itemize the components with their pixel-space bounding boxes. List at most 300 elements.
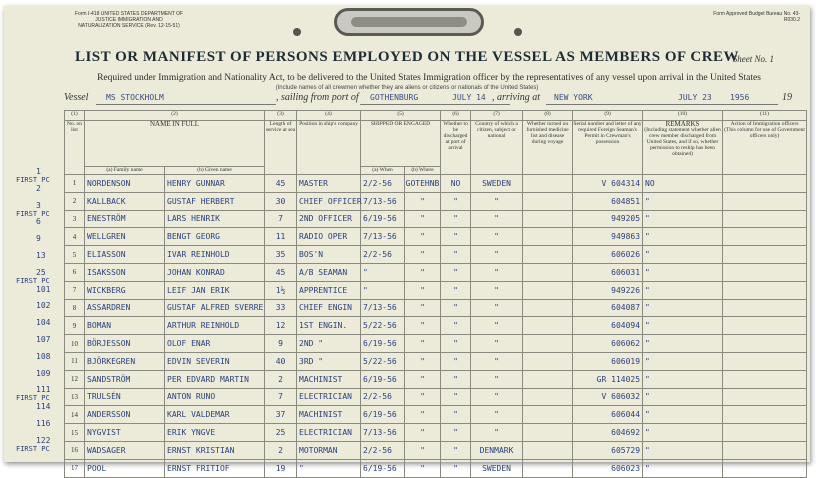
serial-number: 604087: [573, 299, 643, 317]
crew-number: 8: [65, 299, 85, 317]
manifest-page: [4, 6, 810, 473]
discharge: ": [441, 263, 471, 281]
discharge: ": [441, 335, 471, 353]
remarks-note: (Including statement whether alien crew member discharged from United States, and if so, whether permission to reship has been obtained): [644, 127, 721, 157]
action: [723, 281, 807, 299]
serial-number: 604851: [573, 192, 643, 210]
position: ELECTRICIAN: [297, 424, 361, 442]
country: ": [471, 228, 523, 246]
table-row: [65, 459, 807, 477]
discharge: ": [441, 246, 471, 264]
shipped-when: 7/13-56: [361, 424, 405, 442]
position: CHIEF ENGIN: [297, 299, 361, 317]
family-name: TRULSÉN: [85, 388, 165, 406]
table-row: [65, 263, 807, 281]
shipped-when: 2/2-56: [361, 441, 405, 459]
length-of-service: 2: [265, 441, 297, 459]
discharge: ": [441, 228, 471, 246]
header-where: (b) Where: [405, 167, 441, 175]
table-row: [65, 228, 807, 246]
given-name: ANTON RUNO: [165, 388, 265, 406]
length-of-service: 19: [265, 459, 297, 477]
given-name: ERNST KRISTIAN: [165, 441, 265, 459]
margin-number: 101: [36, 284, 51, 294]
margin-first-pc: FIRST PC: [16, 176, 50, 184]
crew-number: 17: [65, 459, 85, 477]
length-of-service: 45: [265, 263, 297, 281]
action: [723, 352, 807, 370]
whether-signed: [523, 299, 573, 317]
whether-signed: [523, 317, 573, 335]
shipped-where: ": [405, 246, 441, 264]
whether-signed: [523, 246, 573, 264]
arrival-port: NEW YORK: [554, 93, 593, 102]
shipped-when: 6/19-56: [361, 406, 405, 424]
country: DENMARK: [471, 441, 523, 459]
whether-signed: [523, 210, 573, 228]
header-country: Country of which a citizen, subject or national: [471, 121, 523, 175]
crew-number: 15: [65, 424, 85, 442]
table-row: [65, 370, 807, 388]
remarks: ": [643, 424, 723, 442]
country: ": [471, 317, 523, 335]
serial-number: 604692: [573, 424, 643, 442]
header-length-service: Length of service at sea: [265, 121, 297, 175]
crew-number: 5: [65, 246, 85, 264]
country: ": [471, 281, 523, 299]
whether-signed: [523, 175, 573, 193]
header-serial: Serial number and letter of any required Foreign Seaman's Permit in Crewman's possession: [573, 121, 643, 175]
discharge: ": [441, 459, 471, 477]
action: [723, 299, 807, 317]
shipped-where: ": [405, 281, 441, 299]
length-of-service: 40: [265, 352, 297, 370]
remarks: ": [643, 246, 723, 264]
length-of-service: 33: [265, 299, 297, 317]
given-name: KARL VALDEMAR: [165, 406, 265, 424]
col-11: (11): [723, 111, 807, 121]
whether-signed: [523, 335, 573, 353]
page-title: LIST OR MANIFEST OF PERSONS EMPLOYED ON THE VESSEL AS MEMBERS OF CREW: [74, 49, 740, 65]
shipped-where: ": [405, 352, 441, 370]
length-of-service: 9: [265, 335, 297, 353]
shipped-when: 5/22-56: [361, 352, 405, 370]
length-of-service: 45: [265, 175, 297, 193]
col-9: (9): [573, 111, 643, 121]
table-row: [65, 317, 807, 335]
given-name: ERNST FRITIOF: [165, 459, 265, 477]
serial-number: 604094: [573, 317, 643, 335]
shipped-when: 7/13-56: [361, 192, 405, 210]
family-name: ISAKSSON: [85, 263, 165, 281]
country: ": [471, 192, 523, 210]
shipped-where: ": [405, 459, 441, 477]
crew-number: 7: [65, 281, 85, 299]
margin-number: 1: [36, 167, 41, 176]
length-of-service: 37: [265, 406, 297, 424]
crew-number: 11: [65, 352, 85, 370]
serial-number: 606026: [573, 246, 643, 264]
remarks: ": [643, 406, 723, 424]
family-name: ANDERSSON: [85, 406, 165, 424]
shipped-when: 7/13-56: [361, 228, 405, 246]
action: [723, 424, 807, 442]
table-row: [65, 281, 807, 299]
family-name: WADSAGER: [85, 441, 165, 459]
crew-table: [64, 110, 807, 478]
shipped-when: 2/2-56: [361, 388, 405, 406]
serial-number: 605729: [573, 441, 643, 459]
table-row: [65, 406, 807, 424]
serial-number: 949205: [573, 210, 643, 228]
year-suffix: 19: [782, 92, 792, 103]
shipped-where: ": [405, 299, 441, 317]
shipped-where: ": [405, 228, 441, 246]
col-7: (7): [471, 111, 523, 121]
margin-number: 107: [36, 335, 51, 344]
length-of-service: 7: [265, 388, 297, 406]
table-row: [65, 299, 807, 317]
family-name: WICKBERG: [85, 281, 165, 299]
discharge: ": [441, 388, 471, 406]
col-3: (3): [265, 111, 297, 121]
header-whether-signed: Whether turned on furnished medicine list and disease during voyage: [523, 121, 573, 175]
shipped-when: ": [361, 281, 405, 299]
action: [723, 263, 807, 281]
length-of-service: 7: [265, 210, 297, 228]
crew-number: 1: [65, 175, 85, 193]
crew-number: 4: [65, 228, 85, 246]
serial-number: V 604314: [573, 175, 643, 193]
crew-number: 6: [65, 263, 85, 281]
serial-number: 606031: [573, 263, 643, 281]
length-of-service: 12: [265, 317, 297, 335]
whether-signed: [523, 228, 573, 246]
margin-number: 25: [36, 267, 46, 277]
length-of-service: 30: [265, 192, 297, 210]
margin-number: 6: [36, 217, 41, 227]
given-name: LARS HENRIK: [165, 210, 265, 228]
shipped-where: ": [405, 370, 441, 388]
margin-number: 104: [36, 318, 51, 328]
remarks: ": [643, 388, 723, 406]
length-of-service: 1½: [265, 281, 297, 299]
shipped-where: ": [405, 335, 441, 353]
given-name: ERIK YNGVE: [165, 424, 265, 442]
whether-signed: [523, 406, 573, 424]
header-discharged: Whether to be discharged at port of arrival: [441, 121, 471, 175]
action: [723, 317, 807, 335]
col-10: (10): [643, 111, 723, 121]
position: APPRENTICE: [297, 281, 361, 299]
col-8: (8): [523, 111, 573, 121]
family-name: POOL: [85, 459, 165, 477]
shipped-where: ": [405, 317, 441, 335]
position: 2ND ": [297, 335, 361, 353]
margin-number: 13: [36, 251, 46, 260]
shipped-when: ": [361, 263, 405, 281]
subnote: (Include names of all crewmen whether they are aliens or citizens or nationals of the United States): [275, 85, 539, 91]
table-row: [65, 335, 807, 353]
remarks: ": [643, 335, 723, 353]
col-2: (2): [85, 111, 265, 121]
margin-first-pc: FIRST PC: [16, 209, 50, 218]
position: ": [297, 459, 361, 477]
arrival-year: 1956: [730, 93, 750, 102]
table-row: [65, 424, 807, 442]
subtitle: Required under Immigration and Nationality Act, to be delivered to the United States Immigration officer by the representatives of any vessel upon arrival in the United States: [97, 73, 761, 83]
arrival-date: JULY 23: [678, 93, 712, 102]
action: [723, 210, 807, 228]
action: [723, 441, 807, 459]
length-of-service: 35: [265, 246, 297, 264]
whether-signed: [523, 388, 573, 406]
country: SWEDEN: [471, 459, 523, 477]
header-when: (a) When: [361, 167, 405, 175]
given-name: HENRY GUNNAR: [165, 175, 265, 193]
country: ": [471, 299, 523, 317]
length-of-service: 2: [265, 370, 297, 388]
given-name: PER EDVARD MARTIN: [165, 370, 265, 388]
discharge: ": [441, 406, 471, 424]
crew-number: 14: [65, 406, 85, 424]
form-number: Form I-418 UNITED STATES DEPARTMENT OF JUSTICE IMMIGRATION AND NATURALIZATION SERVICE (Rev. 12-15-51): [74, 11, 184, 29]
crew-number: 16: [65, 441, 85, 459]
shipped-when: 6/19-56: [361, 210, 405, 228]
margin-number: 116: [36, 419, 51, 428]
arriving-label: , arriving at: [492, 92, 541, 103]
discharge: ": [441, 352, 471, 370]
margin-number: 2: [36, 183, 41, 193]
remarks-title: REMARKS: [665, 120, 700, 128]
given-name: OLOF ENAR: [165, 335, 265, 353]
serial-number: 949863: [573, 228, 643, 246]
discharge: ": [441, 424, 471, 442]
action: [723, 370, 807, 388]
position: 1ST ENGIN.: [297, 317, 361, 335]
position: MACHINIST: [297, 406, 361, 424]
remarks: ": [643, 441, 723, 459]
family-name: ASSARDREN: [85, 299, 165, 317]
given-name: JOHAN KONRAD: [165, 263, 265, 281]
family-name: NYGVIST: [85, 424, 165, 442]
country: ": [471, 210, 523, 228]
margin-number: 9: [36, 234, 41, 244]
action: [723, 228, 807, 246]
whether-signed: [523, 424, 573, 442]
table-row: [65, 175, 807, 193]
given-name: BENGT GEORG: [165, 228, 265, 246]
remarks: ": [643, 228, 723, 246]
header-given-name: (b) Given name: [165, 167, 265, 175]
col-1: (1): [65, 111, 85, 121]
family-name: BJÖRKEGREN: [85, 352, 165, 370]
whether-signed: [523, 352, 573, 370]
vessel-name: MS STOCKHOLM: [106, 93, 164, 102]
country: ": [471, 406, 523, 424]
vessel-label: Vessel: [64, 92, 89, 103]
discharge: NO: [441, 175, 471, 193]
serial-number: GR 114025: [573, 370, 643, 388]
col-4: (4): [297, 111, 361, 121]
discharge: ": [441, 370, 471, 388]
family-name: NORDENSON: [85, 175, 165, 193]
given-name: IVAR REINHOLD: [165, 246, 265, 264]
header-action: [723, 121, 807, 175]
margin-number: 109: [36, 368, 51, 378]
shipped-where: ": [405, 424, 441, 442]
family-name: BÖRJESSON: [85, 335, 165, 353]
table-row: [65, 352, 807, 370]
margin-first-pc: FIRST PC: [16, 276, 50, 285]
remarks: ": [643, 370, 723, 388]
action: [723, 192, 807, 210]
crew-number: 3: [65, 210, 85, 228]
margin-number: 111: [36, 385, 51, 395]
whether-signed: [523, 459, 573, 477]
crew-number: 9: [65, 317, 85, 335]
sailing-label: , sailing from port of: [276, 92, 359, 103]
crew-number: 2: [65, 192, 85, 210]
shipped-when: 2/2-56: [361, 175, 405, 193]
position: BOS'N: [297, 246, 361, 264]
shipped-when: 5/22-56: [361, 317, 405, 335]
col-6: (6): [441, 111, 471, 121]
clipboard-clip: [334, 8, 484, 36]
shipped-where: ": [405, 210, 441, 228]
country: ": [471, 370, 523, 388]
given-name: GUSTAF ALFRED SVERRE: [165, 299, 265, 317]
family-name: WELLGREN: [85, 228, 165, 246]
header-position: Position in ship's company: [297, 121, 361, 175]
departure-date: JULY 14: [452, 93, 486, 102]
table-row: [65, 210, 807, 228]
serial-number: 949226: [573, 281, 643, 299]
shipped-where: ": [405, 441, 441, 459]
discharge: ": [441, 192, 471, 210]
family-name: KALLBACK: [85, 192, 165, 210]
discharge: ": [441, 317, 471, 335]
vessel-line: [64, 92, 804, 104]
country: ": [471, 263, 523, 281]
remarks: ": [643, 459, 723, 477]
action-note: (This column for use of Government officers only): [724, 127, 805, 139]
remarks: ": [643, 210, 723, 228]
shipped-where: ": [405, 263, 441, 281]
crew-number: 10: [65, 335, 85, 353]
action: [723, 335, 807, 353]
action: [723, 246, 807, 264]
shipped-when: 6/19-56: [361, 459, 405, 477]
country: SWEDEN: [471, 175, 523, 193]
family-name: ENESTRÖM: [85, 210, 165, 228]
departure-port: GOTHENBURG: [370, 93, 419, 102]
margin-number: 3: [36, 200, 41, 210]
table-row: [65, 388, 807, 406]
serial-number: 606019: [573, 352, 643, 370]
margin-number: 102: [36, 301, 51, 311]
position: MOTORMAN: [297, 441, 361, 459]
table-row: [65, 246, 807, 264]
country: ": [471, 246, 523, 264]
remarks: ": [643, 299, 723, 317]
header-name-in-full: NAME IN FULL: [85, 121, 265, 167]
action: [723, 388, 807, 406]
discharge: ": [441, 299, 471, 317]
shipped-where: ": [405, 406, 441, 424]
country: ": [471, 335, 523, 353]
position: CHIEF OFFICER: [297, 192, 361, 210]
discharge: ": [441, 441, 471, 459]
position: MACHINIST: [297, 370, 361, 388]
budget-approval: Form Approved Budget Bureau No. 43-R030.2: [713, 11, 800, 23]
remarks: ": [643, 263, 723, 281]
crew-number: 12: [65, 370, 85, 388]
action-title: Action of Immigration officers: [730, 121, 799, 127]
shipped-where: GOTEHNB: [405, 175, 441, 193]
remarks: ": [643, 317, 723, 335]
margin-first-pc: FIRST PC: [16, 444, 50, 453]
serial-number: 606044: [573, 406, 643, 424]
shipped-when: 6/19-56: [361, 335, 405, 353]
serial-number: 606062: [573, 335, 643, 353]
discharge: ": [441, 210, 471, 228]
discharge: ": [441, 281, 471, 299]
table-row: [65, 192, 807, 210]
whether-signed: [523, 281, 573, 299]
margin-number: 122: [36, 435, 51, 445]
remarks: ": [643, 352, 723, 370]
header-remarks: [643, 121, 723, 175]
whether-signed: [523, 192, 573, 210]
family-name: ELIASSON: [85, 246, 165, 264]
family-name: SANDSTRÖM: [85, 370, 165, 388]
remarks: NO: [643, 175, 723, 193]
header-no-on-list: No. on list: [65, 121, 85, 175]
remarks: ": [643, 281, 723, 299]
whether-signed: [523, 263, 573, 281]
table-row: [65, 441, 807, 459]
margin-number: 114: [36, 402, 51, 412]
shipped-where: ": [405, 192, 441, 210]
shipped-when: 6/19-56: [361, 370, 405, 388]
sheet-number: Sheet No. 1: [732, 54, 774, 64]
given-name: LEIF JAN ERIK: [165, 281, 265, 299]
action: [723, 175, 807, 193]
serial-number: 606023: [573, 459, 643, 477]
margin-first-pc: FIRST PC: [16, 394, 50, 403]
action: [723, 406, 807, 424]
punch-hole: [293, 28, 301, 36]
crew-number: 13: [65, 388, 85, 406]
position: RADIO OPER: [297, 228, 361, 246]
country: ": [471, 352, 523, 370]
action: [723, 459, 807, 477]
header-family-name: (a) Family name: [85, 167, 165, 175]
position: 3RD ": [297, 352, 361, 370]
position: A/B SEAMAN: [297, 263, 361, 281]
given-name: ARTHUR REINHOLD: [165, 317, 265, 335]
family-name: BOMAN: [85, 317, 165, 335]
margin-number: 108: [36, 351, 51, 361]
position: MASTER: [297, 175, 361, 193]
header-shipped: SHIPPED OR ENGAGED: [361, 121, 441, 167]
country: ": [471, 388, 523, 406]
position: ELECTRICIAN: [297, 388, 361, 406]
whether-signed: [523, 370, 573, 388]
serial-number: V 606032: [573, 388, 643, 406]
length-of-service: 11: [265, 228, 297, 246]
